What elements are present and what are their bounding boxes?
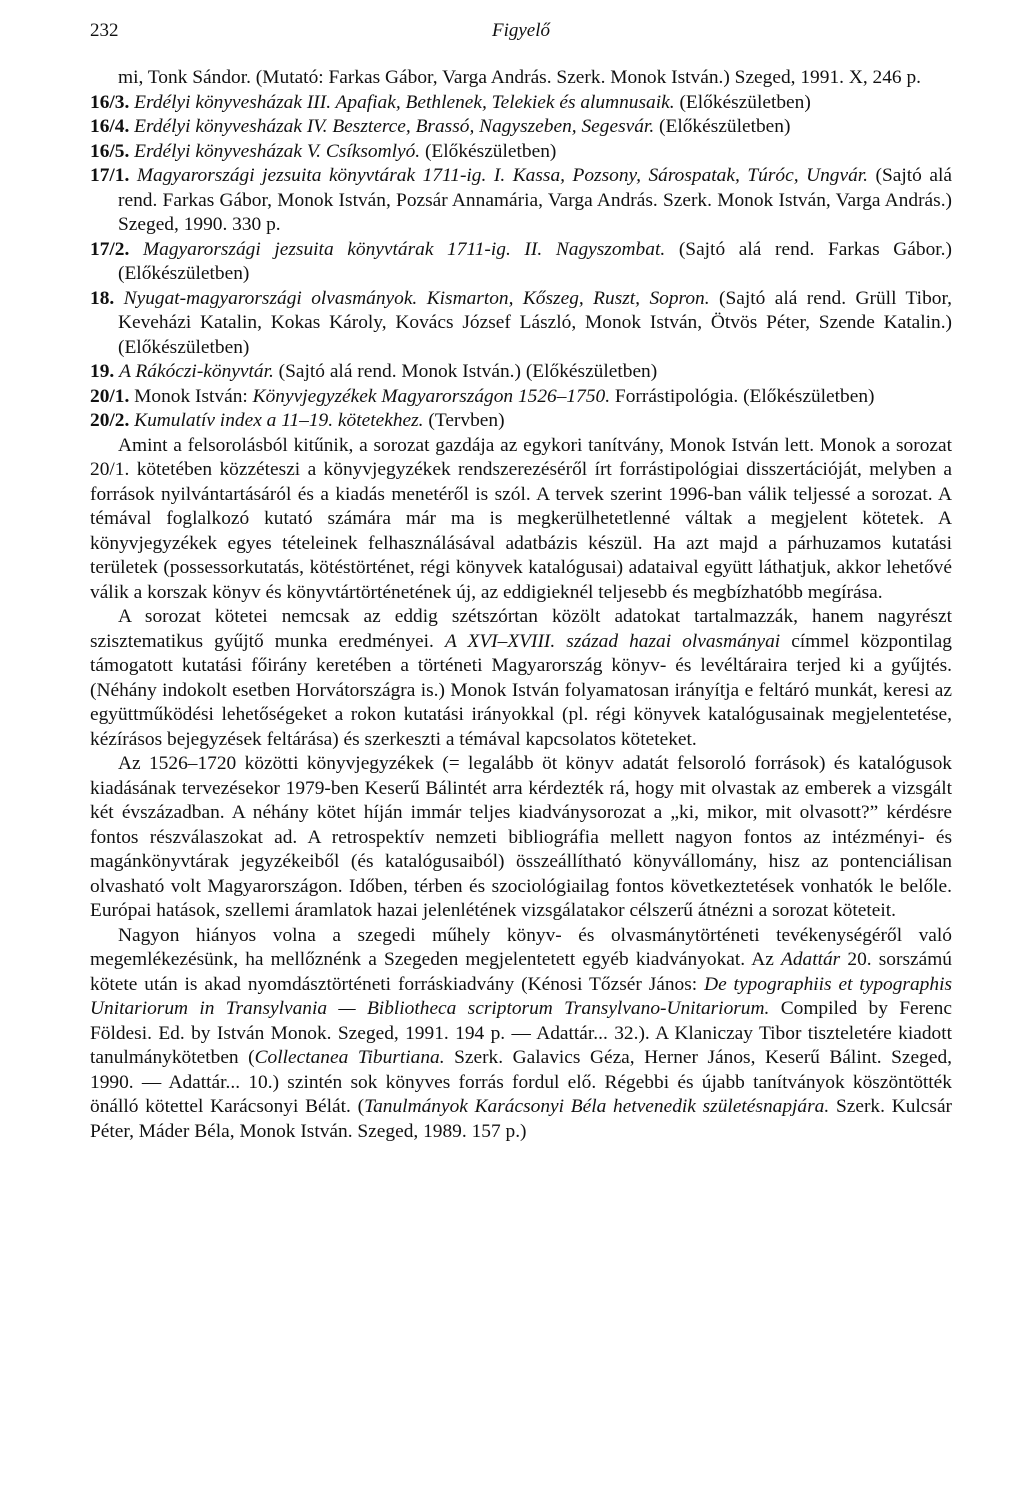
- running-title: Figyelő: [491, 20, 551, 41]
- paragraph-text: 20. sorszámú kötete után is akad nyomdásztörténeti forráskiadvány (Kénosi Tőzsér János:: [90, 949, 952, 995]
- entry-title: Nyugat-magyarországi olvasmányok. Kismarton, Kőszeg, Ruszt, Sopron.: [123, 287, 710, 309]
- entry-title: Könyvjegyzékek Magyarországon 1526–1750.: [252, 385, 611, 407]
- paragraph-text: Compiled by Ferenc Földesi. Ed. by István Monok. Szeged, 1991. 194 p. — Adattár... 32.). A Klaniczay Tibor tiszteletére kiadott tanulmánykötetben (: [90, 998, 952, 1068]
- cited-title: Collectanea Tiburtiana.: [254, 1047, 445, 1068]
- entry-text: (Sajtó alá rend. Monok István.) (Előkészületben): [273, 361, 658, 382]
- entry-number: 20/2.: [90, 410, 135, 431]
- cited-title: A XVI–XVIII. század hazai olvasmányai: [444, 630, 781, 652]
- cited-title: Adattár: [780, 949, 841, 970]
- paragraph-text: A sorozat kötetei nemcsak az eddig szétszórtan közölt adatokat tartalmazzák, hanem nagyrészt szisztematikus gyűjtő munka eredményei.: [90, 606, 952, 652]
- entry-title: Erdélyi könyvesházak V. Csíksomlyó.: [134, 140, 421, 162]
- paragraph-text: Nagyon hiányos volna a szegedi műhely könyv- és olvasmánytörténeti tevékenységéről való megemlékezésünk, ha mellőznénk a Szegeden megjelentetett egyéb kiadványokat. Az: [90, 924, 952, 970]
- entry-text: (Sajtó alá rend. Farkas Gábor, Monok István, Pozsár Annamária, Varga András. Szerk. Monok István, Varga András.) Szeged, 1990. 330 p.: [118, 165, 952, 235]
- series-entry: [90, 115, 952, 140]
- entry-number: 16/4.: [90, 116, 135, 137]
- paragraph-text: Szerk. Kulcsár Péter, Máder Béla, Monok István. Szeged, 1989. 157 p.): [90, 1096, 953, 1142]
- series-entry: [90, 66, 952, 91]
- entry-text: mi, Tonk Sándor. (Mutató: Farkas Gábor, Varga András. Szerk. Monok István.) Szeged, 1991. X, 246 p.: [118, 67, 922, 88]
- body-paragraph: [90, 924, 952, 1145]
- entry-number: 17/1.: [90, 165, 137, 186]
- cited-title: Tanulmányok Karácsonyi Béla hetvenedik születésnapjára.: [364, 1096, 830, 1117]
- entry-text: (Sajtó alá rend. Grüll Tibor, Keveházi Katalin, Kokas Károly, Kovács József László, Monok István, Ötvös Péter, Szende Katalin.) (Előkészületben): [118, 287, 952, 358]
- series-entry: [90, 287, 952, 361]
- body-paragraph: [90, 434, 952, 606]
- paragraph-text: Az 1526–1720 közötti könyvjegyzékek (= legalább öt könyv adatát felsoroló források) és katalógusok kiadásának tervezésekor 1979-ben Keserű Bálintét arra kérdezték rá, hogy mit olvastak az emberek a vizsgált két évszázadban. A néhány kötet híján immár teljes kiadványsorozat a „ki, mikor, mit olvasott?” kérdésre fontos részválaszokat ad. A retrospektív nemzeti bibliográfia mellett nagyon fontos az intézményi- és magánkönyvtárak jegyzékeiből (és katalógusaiból) összeállítható könyvállomány, hisz az pontenciálisan olvasható volt Magyarországon. Időben, térben és szociológiailag fontos következtetések vonhatók le belőle. Európai hatások, szellemi áramlatok hazai jelenlétének vizsgálatakor célszerű átnézni a sorozat köteteit.: [90, 753, 952, 921]
- entry-title: Erdélyi könyvesházak IV. Beszterce, Brassó, Nagyszeben, Segesvár.: [134, 116, 655, 137]
- entry-text: (Tervben): [423, 410, 505, 431]
- paragraph-text: Amint a felsorolásból kitűnik, a sorozat gazdája az egykori tanítvány, Monok István lett. Monok a sorozat 20/1. kötetében közzéteszi a könyvjegyzékek rendszerezéséről írt forrástipológiai disszertációját, melyben a források nyilvántartásáról és a kiadás menetéről is szól. A tervek szerint 1996-ban válik teljessé a sorozat. A témával foglalkozó kutató számára már ma is megkerülhetetlenné váltak a megjelent kötetek. A könyvjegyzékek egyes tételeinek felhasználásával adatbázis készül. Ha azt majd a párhuzamos kutatási területek (possessorkutatás, kötéstörténet, régi könyvek katalógusai) adataival együtt láthatjuk, akkor lehetővé válik a korszak könyv és könyvtártörténetének új, az eddigieknél teljesebb és megbízhatóbb megírása.: [90, 434, 952, 603]
- entry-title: A Rákóczi-könyvtár.: [119, 361, 274, 382]
- body-paragraph: [90, 752, 952, 924]
- series-entry: [90, 164, 952, 238]
- entry-number: 17/2.: [90, 238, 143, 260]
- entry-number: 16/3.: [90, 91, 135, 113]
- entry-text: (Előkészületben): [420, 140, 557, 162]
- entry-number: 16/5.: [90, 140, 135, 162]
- series-entry: [90, 140, 952, 165]
- paragraph-text: Szerk. Galavics Géza, Herner János, Keserű Bálint. Szeged, 1990. — Adattár... 10.) szintén sok könyves forrás fordul elő. Régebbi és újabb tanítványok köszöntötték önálló kötettel Karácsonyi Bélát. (: [90, 1047, 952, 1117]
- entry-number: 18.: [90, 287, 124, 309]
- series-entry: [90, 409, 952, 434]
- series-list: [90, 66, 952, 434]
- series-entry: [90, 385, 952, 410]
- page-header: [90, 20, 952, 48]
- paragraph-text: címmel központilag támogatott kutatási főirány keretében a történeti Magyarország könyv- és levéltáraira terjed ki a gyűjtés. (Néhány indokolt esetben Horvátországra is.) Monok István folyamatosan irányítja e feltáró munkát, keresi az együttműködési lehetőségeket a rokon kutatási irányokkal (pl. régi könyvek katalógusainak megjelentetése, kézírásos bejegyzések feltárása) és szerkeszti a témával kapcsolatos köteteket.: [90, 630, 952, 750]
- entry-number: 19.: [90, 361, 120, 382]
- entry-title: Magyarországi jezsuita könyvtárak 1711-ig. I. Kassa, Pozsony, Sárospatak, Túróc, Ungvár.: [136, 165, 869, 186]
- entry-title: Magyarországi jezsuita könyvtárak 1711-ig. II. Nagyszombat.: [142, 238, 666, 260]
- body-text: [90, 434, 952, 1145]
- entry-text: (Előkészületben): [674, 91, 811, 113]
- series-entry: [90, 360, 952, 385]
- entry-text: Monok István:: [134, 385, 253, 407]
- entry-text: Forrástipológia. (Előkészületben): [610, 385, 875, 407]
- entry-title: Kumulatív index a 11–19. kötetekhez.: [134, 410, 424, 431]
- article-body: [90, 66, 952, 1144]
- series-entry: [90, 238, 952, 287]
- entry-text: (Sajtó alá rend. Farkas Gábor.) (Előkészületben): [118, 238, 952, 284]
- cited-title: De typographiis et typographis Unitariorum in Transylvania — Bibliotheca scriptorum Transylvano-Unitariorum.: [90, 973, 952, 1019]
- page-number: 232: [90, 20, 119, 41]
- body-paragraph: [90, 605, 952, 752]
- entry-text: (Előkészületben): [654, 116, 791, 137]
- entry-title: Erdélyi könyvesházak III. Apafiak, Bethlenek, Telekiek és alumnusaik.: [134, 91, 675, 113]
- series-entry: [90, 91, 952, 116]
- entry-number: 20/1.: [90, 385, 135, 407]
